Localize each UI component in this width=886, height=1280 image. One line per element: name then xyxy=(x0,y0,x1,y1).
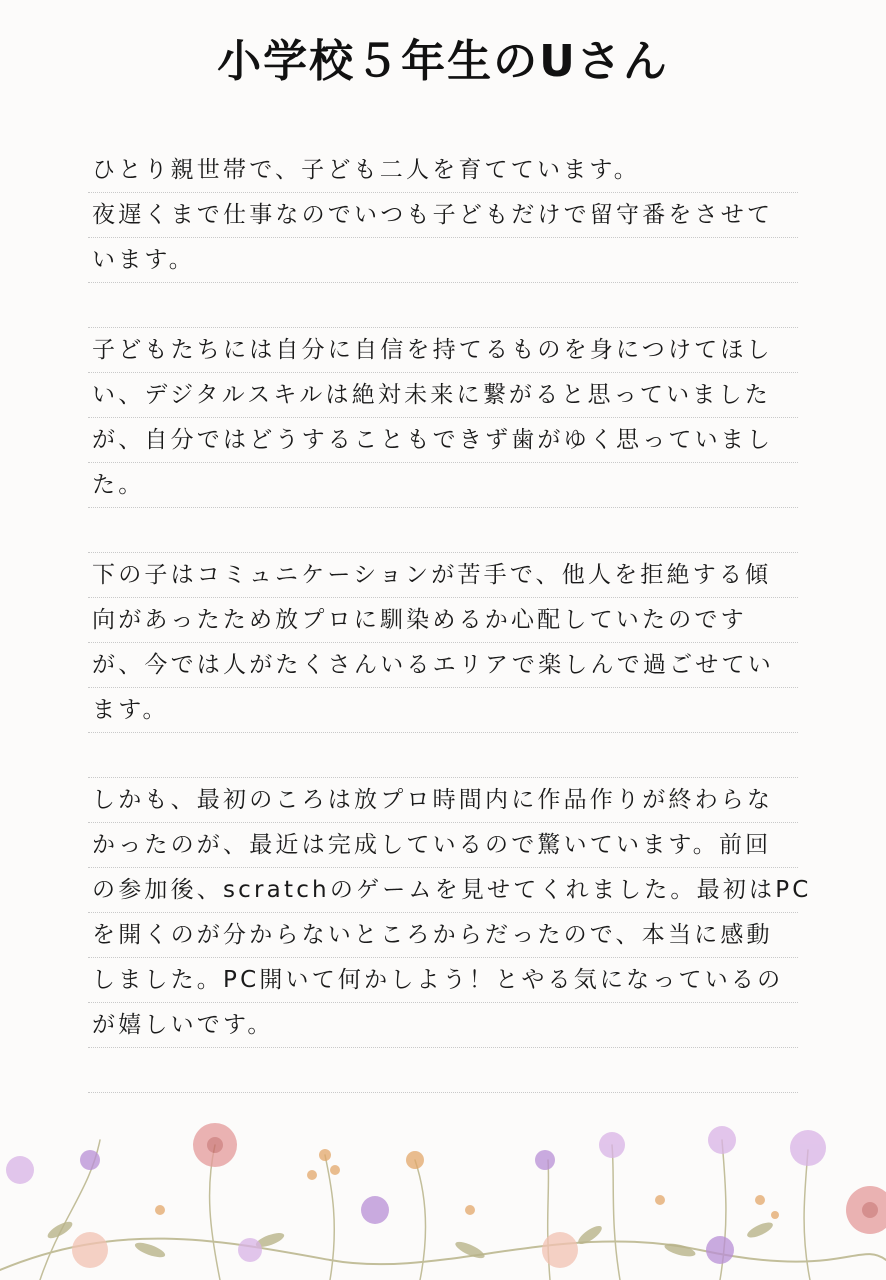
text-line-content: います。 xyxy=(92,247,195,273)
text-line xyxy=(88,868,812,913)
text-line-content: が、自分ではどうすることもできず歯がゆく思っていまし xyxy=(92,427,774,453)
text-line xyxy=(88,598,798,643)
text-line xyxy=(88,193,798,238)
text-line xyxy=(88,328,798,373)
text-line-content: 向があったため放プロに馴染めるか心配していたのです xyxy=(92,607,747,633)
text-line xyxy=(88,778,798,823)
text-line xyxy=(88,283,798,328)
text-line xyxy=(88,238,798,283)
text-line-content: 子どもたちには自分に自信を持てるものを身につけてほし xyxy=(92,337,773,363)
text-line xyxy=(88,418,798,463)
text-line-content: の参加後、scratchのゲームを見せてくれました。最初はPC xyxy=(92,877,812,903)
text-line-content: を開くのが分からないところからだったので、本当に感動 xyxy=(92,922,773,948)
text-line xyxy=(88,733,798,778)
text-line xyxy=(88,913,798,958)
text-line xyxy=(88,463,798,508)
text-line xyxy=(88,688,798,733)
text-line xyxy=(88,1048,798,1093)
text-line xyxy=(88,508,798,553)
lined-text-body xyxy=(88,148,812,1093)
watercolor-flowers-icon xyxy=(0,1100,886,1280)
text-line-content: 夜遅くまで仕事なのでいつも子どもだけで留守番をさせて xyxy=(92,202,774,228)
text-line-content: が嬉しいです。 xyxy=(92,1012,274,1038)
text-line-content: が、今では人がたくさんいるエリアで楽しんで過ごせてい xyxy=(92,652,774,678)
text-line xyxy=(88,373,798,418)
text-line-content: ます。 xyxy=(92,697,169,723)
text-line xyxy=(88,643,798,688)
text-line xyxy=(88,1003,798,1048)
text-line-content: た。 xyxy=(92,472,145,498)
text-line-content: 下の子はコミュニケーションが苦手で、他人を拒絶する傾 xyxy=(92,562,772,588)
text-line xyxy=(88,148,798,193)
text-line-content: かったのが、最近は完成しているので驚いています。前回 xyxy=(92,832,772,858)
text-line-content: ひとり親世帯で、子ども二人を育てています。 xyxy=(92,157,640,183)
page-title: 小学校５年生のUさん xyxy=(217,36,669,87)
text-line xyxy=(88,823,798,868)
text-line xyxy=(88,958,798,1003)
text-line xyxy=(88,553,798,598)
text-line-content: しかも、最初のころは放プロ時間内に作品作りが終わらな xyxy=(92,787,774,813)
text-line-content: しました。PC開いて何かしよう！とやる気になっているの xyxy=(92,967,784,993)
text-line-content: い、デジタルスキルは絶対未来に繋がると思っていました xyxy=(92,382,771,408)
